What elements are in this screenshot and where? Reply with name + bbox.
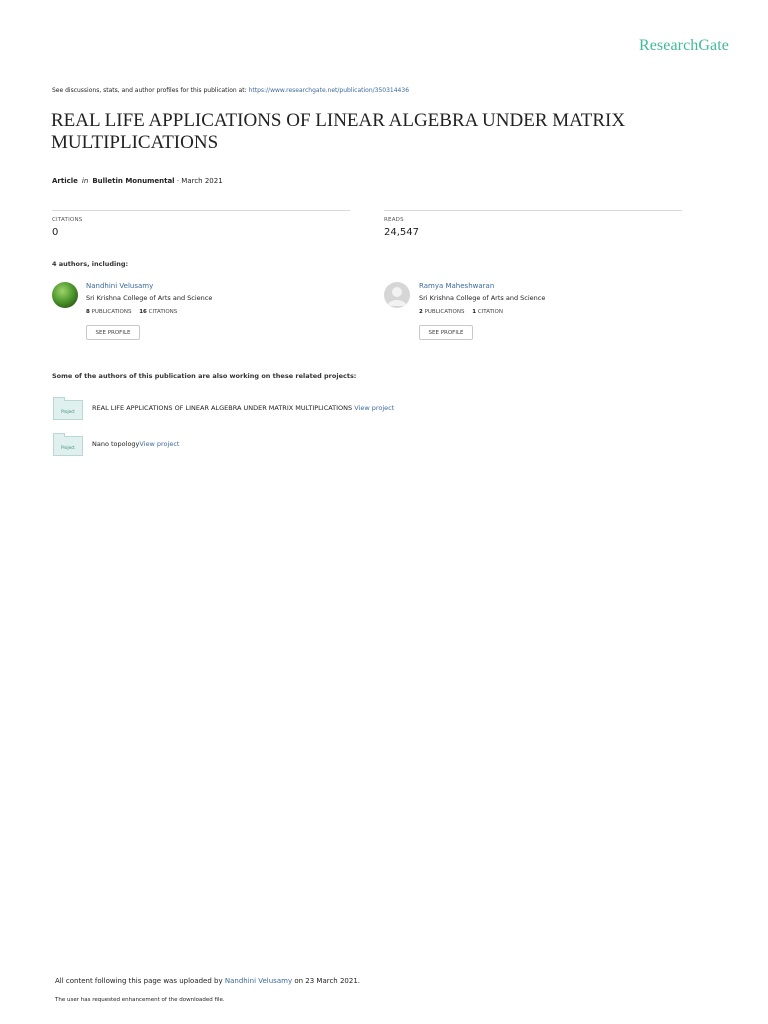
article-meta <box>52 177 223 185</box>
reads-label: READS <box>384 217 404 223</box>
author-stats <box>419 309 503 315</box>
publications-label: PUBLICATIONS <box>424 309 465 315</box>
citations-count: 1 <box>472 309 477 315</box>
publications-label: PUBLICATIONS <box>91 309 132 315</box>
citations-label: CITATIONS <box>148 309 178 315</box>
article-in: in <box>81 177 89 185</box>
author-name-link[interactable]: Ramya Maheshwaran <box>419 282 495 290</box>
project-icon-label: Project <box>61 409 75 414</box>
project-folder-icon <box>53 436 83 456</box>
publication-url-link[interactable]: https://www.researchgate.net/publication/350314436 <box>248 87 410 94</box>
view-project-link[interactable]: View project <box>354 404 395 412</box>
view-project-link[interactable]: View project <box>139 440 180 448</box>
citations-count: 16 <box>139 309 147 315</box>
authors-heading: 4 authors, including: <box>52 260 129 268</box>
citations-label: CITATIONS <box>52 217 83 223</box>
upload-notice <box>55 977 360 985</box>
project-item <box>92 440 179 448</box>
default-avatar-icon <box>384 282 410 308</box>
see-profile-button[interactable]: SEE PROFILE <box>419 325 473 340</box>
citations-divider <box>52 210 350 211</box>
project-item <box>92 404 394 412</box>
uploader-link[interactable]: Nandhini Velusamy <box>224 977 293 985</box>
reads-value: 24,547 <box>384 227 419 238</box>
upload-prefix: All content following this page was uploaded by <box>55 977 223 985</box>
discussion-text: See discussions, stats, and author profiles for this publication at: <box>52 87 247 94</box>
discussion-line <box>52 87 409 94</box>
publications-count: 2 <box>419 309 423 315</box>
project-icon-label: Project <box>61 445 75 450</box>
article-type: Article <box>52 177 78 185</box>
author-stats <box>86 309 177 315</box>
author-avatar[interactable] <box>52 282 78 308</box>
article-date: · March 2021 <box>176 177 223 185</box>
upload-suffix: on 23 March 2021. <box>294 977 361 985</box>
citations-label: CITATION <box>477 309 503 315</box>
see-profile-button[interactable]: SEE PROFILE <box>86 325 140 340</box>
project-folder-icon <box>53 400 83 420</box>
journal-name[interactable]: Bulletin Monumental <box>92 177 175 185</box>
author-institution: Sri Krishna College of Arts and Science <box>86 294 213 302</box>
publication-title: REAL LIFE APPLICATIONS OF LINEAR ALGEBRA UNDER MATRIX MULTIPLICATIONS <box>51 110 626 153</box>
enhancement-note: The user has requested enhancement of the downloaded file. <box>55 997 225 1003</box>
author-avatar[interactable] <box>384 282 410 308</box>
publications-count: 8 <box>86 309 90 315</box>
researchgate-logo[interactable]: ResearchGate <box>638 37 729 54</box>
citations-value: 0 <box>52 227 59 238</box>
related-projects-heading: Some of the authors of this publication are also working on these related projects: <box>52 372 357 380</box>
project-name: Nano topology <box>92 440 140 448</box>
project-name: REAL LIFE APPLICATIONS OF LINEAR ALGEBRA UNDER MATRIX MULTIPLICATIONS <box>92 404 353 412</box>
reads-divider <box>384 210 682 211</box>
author-name-link[interactable]: Nandhini Velusamy <box>86 282 154 290</box>
author-institution: Sri Krishna College of Arts and Science <box>419 294 546 302</box>
